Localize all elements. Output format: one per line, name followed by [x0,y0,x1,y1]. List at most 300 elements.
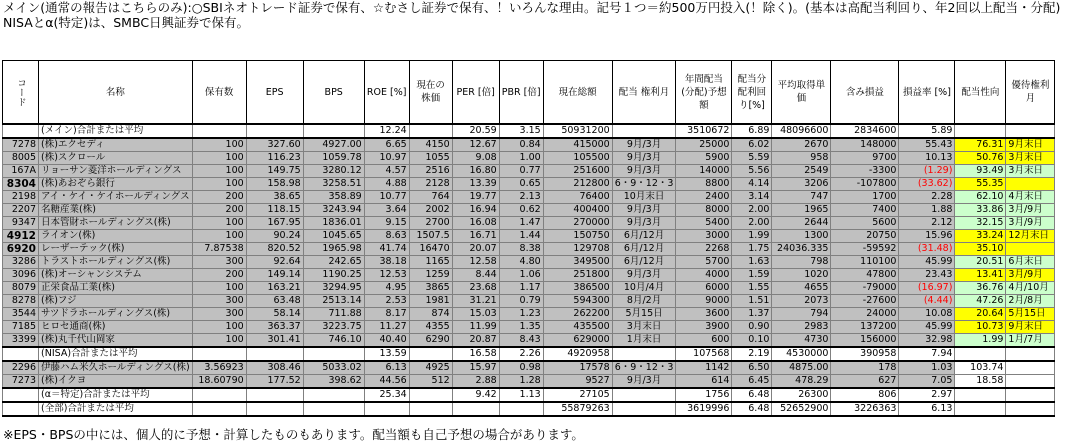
cell-total[interactable]: 251600 [543,165,612,178]
cell-bps[interactable]: 242.65 [303,256,364,269]
cell-eps[interactable]: 38.65 [246,191,303,204]
cell-pl-rate[interactable]: (4.44) [899,295,955,308]
cell-avg-cost[interactable]: 1965 [772,204,831,217]
cell-eps[interactable]: 308.46 [246,361,303,375]
cell-avg-cost[interactable]: 2073 [772,295,831,308]
cell-avg-cost[interactable]: 1020 [772,269,831,282]
cell-avg-cost[interactable]: 4655 [772,282,831,295]
cell-avg-cost[interactable]: 4530000 [772,347,831,361]
cell-per[interactable]: 16.94 [452,204,499,217]
cell-pl-rate[interactable]: 2.28 [899,191,955,204]
cell-per[interactable]: 12.67 [452,138,499,152]
col-eps[interactable]: EPS [246,61,303,125]
cell-pbr[interactable]: 1.47 [499,217,543,230]
cell-total[interactable]: 55879263 [543,402,612,416]
cell-total[interactable]: 9527 [543,375,612,389]
cell-payout[interactable]: 33.24 [955,230,1006,243]
cell-roe[interactable]: 4.95 [364,282,409,295]
col-per[interactable]: PER [倍] [452,61,499,125]
cell-eps[interactable]: 58.14 [246,308,303,321]
cell-unrealized-pl[interactable]: 20750 [831,230,899,243]
cell-annual-div[interactable]: 25000 [676,138,732,152]
cell-bps[interactable]: 1836.01 [303,217,364,230]
cell-pl-rate[interactable]: 10.08 [899,308,955,321]
cell-per[interactable]: 15.97 [452,361,499,375]
cell-yield[interactable]: 2.00 [732,217,772,230]
cell-div-month[interactable] [612,388,676,402]
cell-pbr[interactable]: 3.15 [499,124,543,138]
cell-div-month[interactable]: 5月15日 [612,308,676,321]
cell-qty[interactable]: 18.60790 [192,375,246,389]
cell-per[interactable]: 19.77 [452,191,499,204]
cell-code[interactable]: 3544 [3,308,39,321]
col-price[interactable]: 現在の 株価 [409,61,452,125]
cell-total[interactable]: 17578 [543,361,612,375]
cell-pbr[interactable]: 0.77 [499,165,543,178]
cell-roe[interactable]: 9.15 [364,217,409,230]
cell-total[interactable]: 76400 [543,191,612,204]
cell-price[interactable]: 2700 [409,217,452,230]
col-yield[interactable]: 配当分 配利回 り[%] [732,61,772,125]
cell-yield[interactable]: 5.59 [732,152,772,165]
cell-annual-div[interactable]: 8000 [676,204,732,217]
cell-annual-div[interactable]: 1142 [676,361,732,375]
cell-avg-cost[interactable]: 747 [772,191,831,204]
cell-annual-div[interactable]: 5700 [676,256,732,269]
cell-annual-div[interactable]: 6000 [676,282,732,295]
cell-yield[interactable]: 2.00 [732,204,772,217]
cell-eps[interactable] [246,124,303,138]
cell-payout[interactable]: 103.74 [955,361,1006,375]
cell-eps[interactable]: 158.98 [246,178,303,191]
cell-pl-rate[interactable]: 1.03 [899,361,955,375]
cell-yield[interactable]: 6.50 [732,361,772,375]
cell-annual-div[interactable]: 5400 [676,217,732,230]
cell-pbr[interactable]: 2.13 [499,191,543,204]
cell-unrealized-pl[interactable]: 390958 [831,347,899,361]
cell-roe[interactable]: 6.13 [364,361,409,375]
cell-div-month[interactable]: 3月末日 [612,321,676,334]
cell-per[interactable] [452,402,499,416]
cell-yield[interactable]: 0.10 [732,334,772,348]
cell-bps[interactable]: 1045.65 [303,230,364,243]
cell-roe[interactable]: 4.88 [364,178,409,191]
cell-qty[interactable]: 100 [192,321,246,334]
cell-total[interactable]: 435500 [543,321,612,334]
cell-yield[interactable]: 4.14 [732,178,772,191]
cell-name[interactable]: サツドラホールディングス(株) [39,308,193,321]
cell-roe[interactable]: 2.53 [364,295,409,308]
cell-price[interactable]: 874 [409,308,452,321]
cell-code[interactable]: 7185 [3,321,39,334]
cell-perk-month[interactable]: 3月/9月 [1006,204,1055,217]
cell-avg-cost[interactable]: 2670 [772,138,831,152]
cell-pl-rate[interactable]: (16.97) [899,282,955,295]
cell-perk-month[interactable]: 3月末日 [1006,152,1055,165]
cell-yield[interactable]: 1.75 [732,243,772,256]
cell-perk-month[interactable] [1006,388,1055,402]
cell-payout[interactable]: 76.31 [955,138,1006,152]
cell-per[interactable]: 16.08 [452,217,499,230]
cell-code[interactable]: 8079 [3,282,39,295]
cell-div-month[interactable]: 9月/3月 [612,217,676,230]
cell-unrealized-pl[interactable]: 47800 [831,269,899,282]
cell-yield[interactable]: 1.99 [732,230,772,243]
cell-code[interactable]: 2198 [3,191,39,204]
cell-total[interactable]: 27105 [543,388,612,402]
cell-avg-cost[interactable]: 52652900 [772,402,831,416]
cell-price[interactable] [409,347,452,361]
cell-pl-rate[interactable]: 2.97 [899,388,955,402]
cell-total[interactable]: 349500 [543,256,612,269]
cell-qty[interactable] [192,402,246,416]
cell-roe[interactable]: 8.63 [364,230,409,243]
cell-code[interactable]: 2207 [3,204,39,217]
cell-div-month[interactable]: 6・9・12・3 [612,361,676,375]
cell-bps[interactable]: 1059.78 [303,152,364,165]
cell-bps[interactable] [303,347,364,361]
cell-unrealized-pl[interactable]: -79000 [831,282,899,295]
cell-name[interactable]: (株)フジ [39,295,193,308]
cell-bps[interactable]: 1190.25 [303,269,364,282]
cell-yield[interactable]: 1.63 [732,256,772,269]
cell-price[interactable]: 2516 [409,165,452,178]
cell-pl-rate[interactable]: 2.12 [899,217,955,230]
cell-payout[interactable]: 1.99 [955,334,1006,348]
cell-avg-cost[interactable]: 2644 [772,217,831,230]
cell-price[interactable]: 2002 [409,204,452,217]
cell-payout[interactable]: 62.10 [955,191,1006,204]
cell-total[interactable]: 212800 [543,178,612,191]
col-perk-month[interactable]: 優待権利 月 [1006,61,1055,125]
cell-perk-month[interactable]: 4月/10月 [1006,282,1055,295]
cell-annual-div[interactable]: 4000 [676,269,732,282]
cell-roe[interactable]: 10.97 [364,152,409,165]
cell-name[interactable]: (株)丸千代山岡家 [39,334,193,348]
cell-price[interactable]: 4150 [409,138,452,152]
cell-bps[interactable]: 5033.02 [303,361,364,375]
cell-qty[interactable]: 7.87538 [192,243,246,256]
cell-perk-month[interactable] [1006,178,1055,191]
cell-roe[interactable]: 38.18 [364,256,409,269]
cell-per[interactable]: 20.59 [452,124,499,138]
cell-price[interactable]: 1055 [409,152,452,165]
cell-code[interactable]: 167A [3,165,39,178]
cell-annual-div[interactable]: 2400 [676,191,732,204]
cell-bps[interactable]: 3294.95 [303,282,364,295]
cell-name[interactable]: (株)イクヨ [39,375,193,389]
cell-payout[interactable]: 18.58 [955,375,1006,389]
cell-pl-rate[interactable]: (33.62) [899,178,955,191]
cell-per[interactable]: 16.58 [452,347,499,361]
cell-bps[interactable] [303,124,364,138]
cell-code[interactable] [3,388,39,402]
cell-pl-rate[interactable]: 5.89 [899,124,955,138]
cell-pbr[interactable] [499,402,543,416]
cell-pl-rate[interactable]: 7.05 [899,375,955,389]
cell-pl-rate[interactable]: 10.13 [899,152,955,165]
cell-yield[interactable]: 0.90 [732,321,772,334]
cell-div-month[interactable]: 1月末日 [612,334,676,348]
cell-avg-cost[interactable]: 4875.00 [772,361,831,375]
cell-unrealized-pl[interactable]: 1700 [831,191,899,204]
cell-pl-rate[interactable]: 6.13 [899,402,955,416]
cell-bps[interactable]: 358.89 [303,191,364,204]
cell-pbr[interactable]: 0.65 [499,178,543,191]
cell-payout[interactable]: 10.73 [955,321,1006,334]
cell-per[interactable]: 13.39 [452,178,499,191]
cell-unrealized-pl[interactable]: -107800 [831,178,899,191]
cell-pl-rate[interactable]: 1.88 [899,204,955,217]
cell-annual-div[interactable]: 3619996 [676,402,732,416]
cell-annual-div[interactable]: 3900 [676,321,732,334]
col-total[interactable]: 現在総額 [543,61,612,125]
cell-per[interactable]: 23.68 [452,282,499,295]
cell-price[interactable]: 1165 [409,256,452,269]
cell-price[interactable]: 16470 [409,243,452,256]
cell-eps[interactable]: 163.21 [246,282,303,295]
cell-avg-cost[interactable]: 4730 [772,334,831,348]
cell-qty[interactable]: 3.56923 [192,361,246,375]
cell-eps[interactable]: 301.41 [246,334,303,348]
cell-div-month[interactable] [612,124,676,138]
cell-yield[interactable]: 6.02 [732,138,772,152]
cell-pbr[interactable]: 1.13 [499,388,543,402]
cell-avg-cost[interactable]: 1300 [772,230,831,243]
cell-unrealized-pl[interactable]: 9700 [831,152,899,165]
cell-pl-rate[interactable]: 15.96 [899,230,955,243]
cell-perk-month[interactable]: 9月末日 [1006,138,1055,152]
cell-total[interactable]: 594300 [543,295,612,308]
cell-qty[interactable]: 300 [192,295,246,308]
cell-div-month[interactable]: 6月/12月 [612,243,676,256]
cell-annual-div[interactable]: 3000 [676,230,732,243]
cell-eps[interactable] [246,388,303,402]
cell-price[interactable]: 4355 [409,321,452,334]
cell-name[interactable]: 正栄食品工業(株) [39,282,193,295]
cell-total[interactable]: 4920958 [543,347,612,361]
cell-avg-cost[interactable]: 2983 [772,321,831,334]
cell-annual-div[interactable]: 9000 [676,295,732,308]
cell-eps[interactable]: 116.23 [246,152,303,165]
cell-div-month[interactable]: 9月/3月 [612,165,676,178]
cell-pbr[interactable]: 1.23 [499,308,543,321]
cell-div-month[interactable]: 9月/3月 [612,152,676,165]
cell-div-month[interactable]: 10月/4月 [612,282,676,295]
cell-code[interactable]: 3096 [3,269,39,282]
col-payout[interactable]: 配当性向 [955,61,1006,125]
cell-unrealized-pl[interactable]: 110100 [831,256,899,269]
cell-perk-month[interactable]: 4月末日 [1006,191,1055,204]
cell-total[interactable]: 262200 [543,308,612,321]
cell-roe[interactable]: 3.64 [364,204,409,217]
col-qty[interactable]: 保有数 [192,61,246,125]
cell-roe[interactable]: 40.40 [364,334,409,348]
cell-name[interactable]: (株)スクロール [39,152,193,165]
cell-payout[interactable]: 50.76 [955,152,1006,165]
cell-unrealized-pl[interactable]: 148000 [831,138,899,152]
cell-total[interactable]: 400400 [543,204,612,217]
cell-bps[interactable]: 2513.14 [303,295,364,308]
cell-unrealized-pl[interactable]: -27600 [831,295,899,308]
cell-price[interactable]: 764 [409,191,452,204]
cell-unrealized-pl[interactable]: 806 [831,388,899,402]
cell-bps[interactable]: 3243.94 [303,204,364,217]
cell-yield[interactable]: 1.59 [732,269,772,282]
cell-avg-cost[interactable]: 48096600 [772,124,831,138]
cell-bps[interactable]: 4927.00 [303,138,364,152]
cell-per[interactable]: 15.03 [452,308,499,321]
cell-annual-div[interactable]: 600 [676,334,732,348]
cell-pl-rate[interactable]: 32.98 [899,334,955,348]
cell-name[interactable]: アイ・ケイ・ケイホールディングス [39,191,193,204]
cell-perk-month[interactable]: 6月末日 [1006,256,1055,269]
cell-roe[interactable]: 11.27 [364,321,409,334]
cell-unrealized-pl[interactable]: -3300 [831,165,899,178]
cell-yield[interactable]: 1.51 [732,295,772,308]
cell-price[interactable]: 1981 [409,295,452,308]
cell-name[interactable]: (全部)合計または平均 [39,402,193,416]
cell-unrealized-pl[interactable]: 7400 [831,204,899,217]
cell-pbr[interactable]: 0.79 [499,295,543,308]
cell-per[interactable]: 16.80 [452,165,499,178]
cell-payout[interactable] [955,402,1006,416]
cell-unrealized-pl[interactable]: 178 [831,361,899,375]
cell-roe[interactable] [364,402,409,416]
cell-eps[interactable]: 90.24 [246,230,303,243]
cell-eps[interactable]: 363.37 [246,321,303,334]
cell-eps[interactable] [246,402,303,416]
cell-pbr[interactable]: 0.98 [499,361,543,375]
cell-name[interactable]: レーザーテック(株) [39,243,193,256]
cell-unrealized-pl[interactable]: 137200 [831,321,899,334]
cell-pbr[interactable]: 1.35 [499,321,543,334]
col-roe[interactable]: ROE [%] [364,61,409,125]
cell-name[interactable]: リョーサン菱洋ホールディングス [39,165,193,178]
cell-bps[interactable]: 746.10 [303,334,364,348]
cell-roe[interactable]: 25.34 [364,388,409,402]
cell-per[interactable]: 8.44 [452,269,499,282]
cell-avg-cost[interactable]: 798 [772,256,831,269]
cell-pbr[interactable]: 8.38 [499,243,543,256]
cell-perk-month[interactable] [1006,243,1055,256]
cell-eps[interactable]: 167.95 [246,217,303,230]
cell-eps[interactable]: 327.60 [246,138,303,152]
cell-pbr[interactable]: 1.06 [499,269,543,282]
cell-div-month[interactable]: 9月/3月 [612,138,676,152]
cell-qty[interactable]: 200 [192,204,246,217]
cell-name[interactable]: (株)オーシャンシステム [39,269,193,282]
cell-code[interactable]: 3399 [3,334,39,348]
cell-payout[interactable]: 32.15 [955,217,1006,230]
cell-eps[interactable]: 149.75 [246,165,303,178]
cell-perk-month[interactable]: 12月末日 [1006,230,1055,243]
cell-qty[interactable]: 300 [192,308,246,321]
cell-yield[interactable]: 6.48 [732,402,772,416]
col-annual-div[interactable]: 年間配当 (分配)予想 額 [676,61,732,125]
cell-perk-month[interactable] [1006,124,1055,138]
cell-annual-div[interactable]: 1756 [676,388,732,402]
cell-payout[interactable]: 20.64 [955,308,1006,321]
cell-yield[interactable]: 6.48 [732,388,772,402]
cell-roe[interactable]: 44.56 [364,375,409,389]
cell-payout[interactable]: 93.49 [955,165,1006,178]
cell-code[interactable]: 7273 [3,375,39,389]
cell-per[interactable]: 16.71 [452,230,499,243]
cell-yield[interactable]: 6.89 [732,124,772,138]
cell-per[interactable]: 12.58 [452,256,499,269]
cell-pbr[interactable]: 4.80 [499,256,543,269]
cell-payout[interactable] [955,347,1006,361]
cell-yield[interactable]: 1.55 [732,282,772,295]
cell-annual-div[interactable]: 8800 [676,178,732,191]
cell-div-month[interactable]: 9月/3月 [612,269,676,282]
cell-pbr[interactable]: 1.17 [499,282,543,295]
cell-annual-div[interactable]: 14000 [676,165,732,178]
cell-div-month[interactable]: 9月/3月 [612,375,676,389]
cell-eps[interactable]: 63.48 [246,295,303,308]
cell-perk-month[interactable] [1006,361,1055,375]
col-div-month[interactable]: 配当 権利月 [612,61,676,125]
cell-pbr[interactable]: 8.43 [499,334,543,348]
cell-div-month[interactable]: 6月/12月 [612,256,676,269]
cell-code[interactable]: 8304 [3,178,39,191]
cell-perk-month[interactable]: 9月末日 [1006,321,1055,334]
cell-pbr[interactable]: 1.28 [499,375,543,389]
cell-yield[interactable]: 3.14 [732,191,772,204]
cell-per[interactable]: 20.87 [452,334,499,348]
cell-annual-div[interactable]: 614 [676,375,732,389]
cell-price[interactable]: 4925 [409,361,452,375]
cell-eps[interactable]: 820.52 [246,243,303,256]
cell-qty[interactable]: 100 [192,334,246,348]
cell-avg-cost[interactable]: 2549 [772,165,831,178]
cell-price[interactable]: 3865 [409,282,452,295]
cell-payout[interactable]: 36.76 [955,282,1006,295]
cell-div-month[interactable]: 9月/3月 [612,204,676,217]
cell-roe[interactable]: 10.77 [364,191,409,204]
cell-pl-rate[interactable]: 45.99 [899,321,955,334]
cell-perk-month[interactable] [1006,347,1055,361]
cell-perk-month[interactable]: 5月15日 [1006,308,1055,321]
cell-eps[interactable] [246,347,303,361]
cell-roe[interactable]: 8.17 [364,308,409,321]
cell-annual-div[interactable]: 5900 [676,152,732,165]
cell-qty[interactable]: 100 [192,152,246,165]
cell-roe[interactable]: 4.57 [364,165,409,178]
cell-qty[interactable]: 100 [192,138,246,152]
cell-annual-div[interactable]: 3510672 [676,124,732,138]
cell-unrealized-pl[interactable]: 24000 [831,308,899,321]
cell-avg-cost[interactable]: 3206 [772,178,831,191]
cell-yield[interactable]: 6.45 [732,375,772,389]
cell-price[interactable] [409,388,452,402]
cell-perk-month[interactable]: 3月末日 [1006,165,1055,178]
col-unrealized-pl[interactable]: 含み損益 [831,61,899,125]
cell-qty[interactable]: 300 [192,256,246,269]
cell-total[interactable]: 50931200 [543,124,612,138]
cell-total[interactable]: 270000 [543,217,612,230]
cell-payout[interactable]: 35.10 [955,243,1006,256]
cell-pbr[interactable]: 0.62 [499,204,543,217]
cell-bps[interactable]: 398.62 [303,375,364,389]
cell-name[interactable]: 日本管財ホールディングス(株) [39,217,193,230]
cell-name[interactable]: ヒロセ通商(株) [39,321,193,334]
cell-per[interactable]: 2.88 [452,375,499,389]
cell-unrealized-pl[interactable]: 2834600 [831,124,899,138]
cell-pl-rate[interactable]: 45.99 [899,256,955,269]
cell-name[interactable]: (株)あおぞら銀行 [39,178,193,191]
